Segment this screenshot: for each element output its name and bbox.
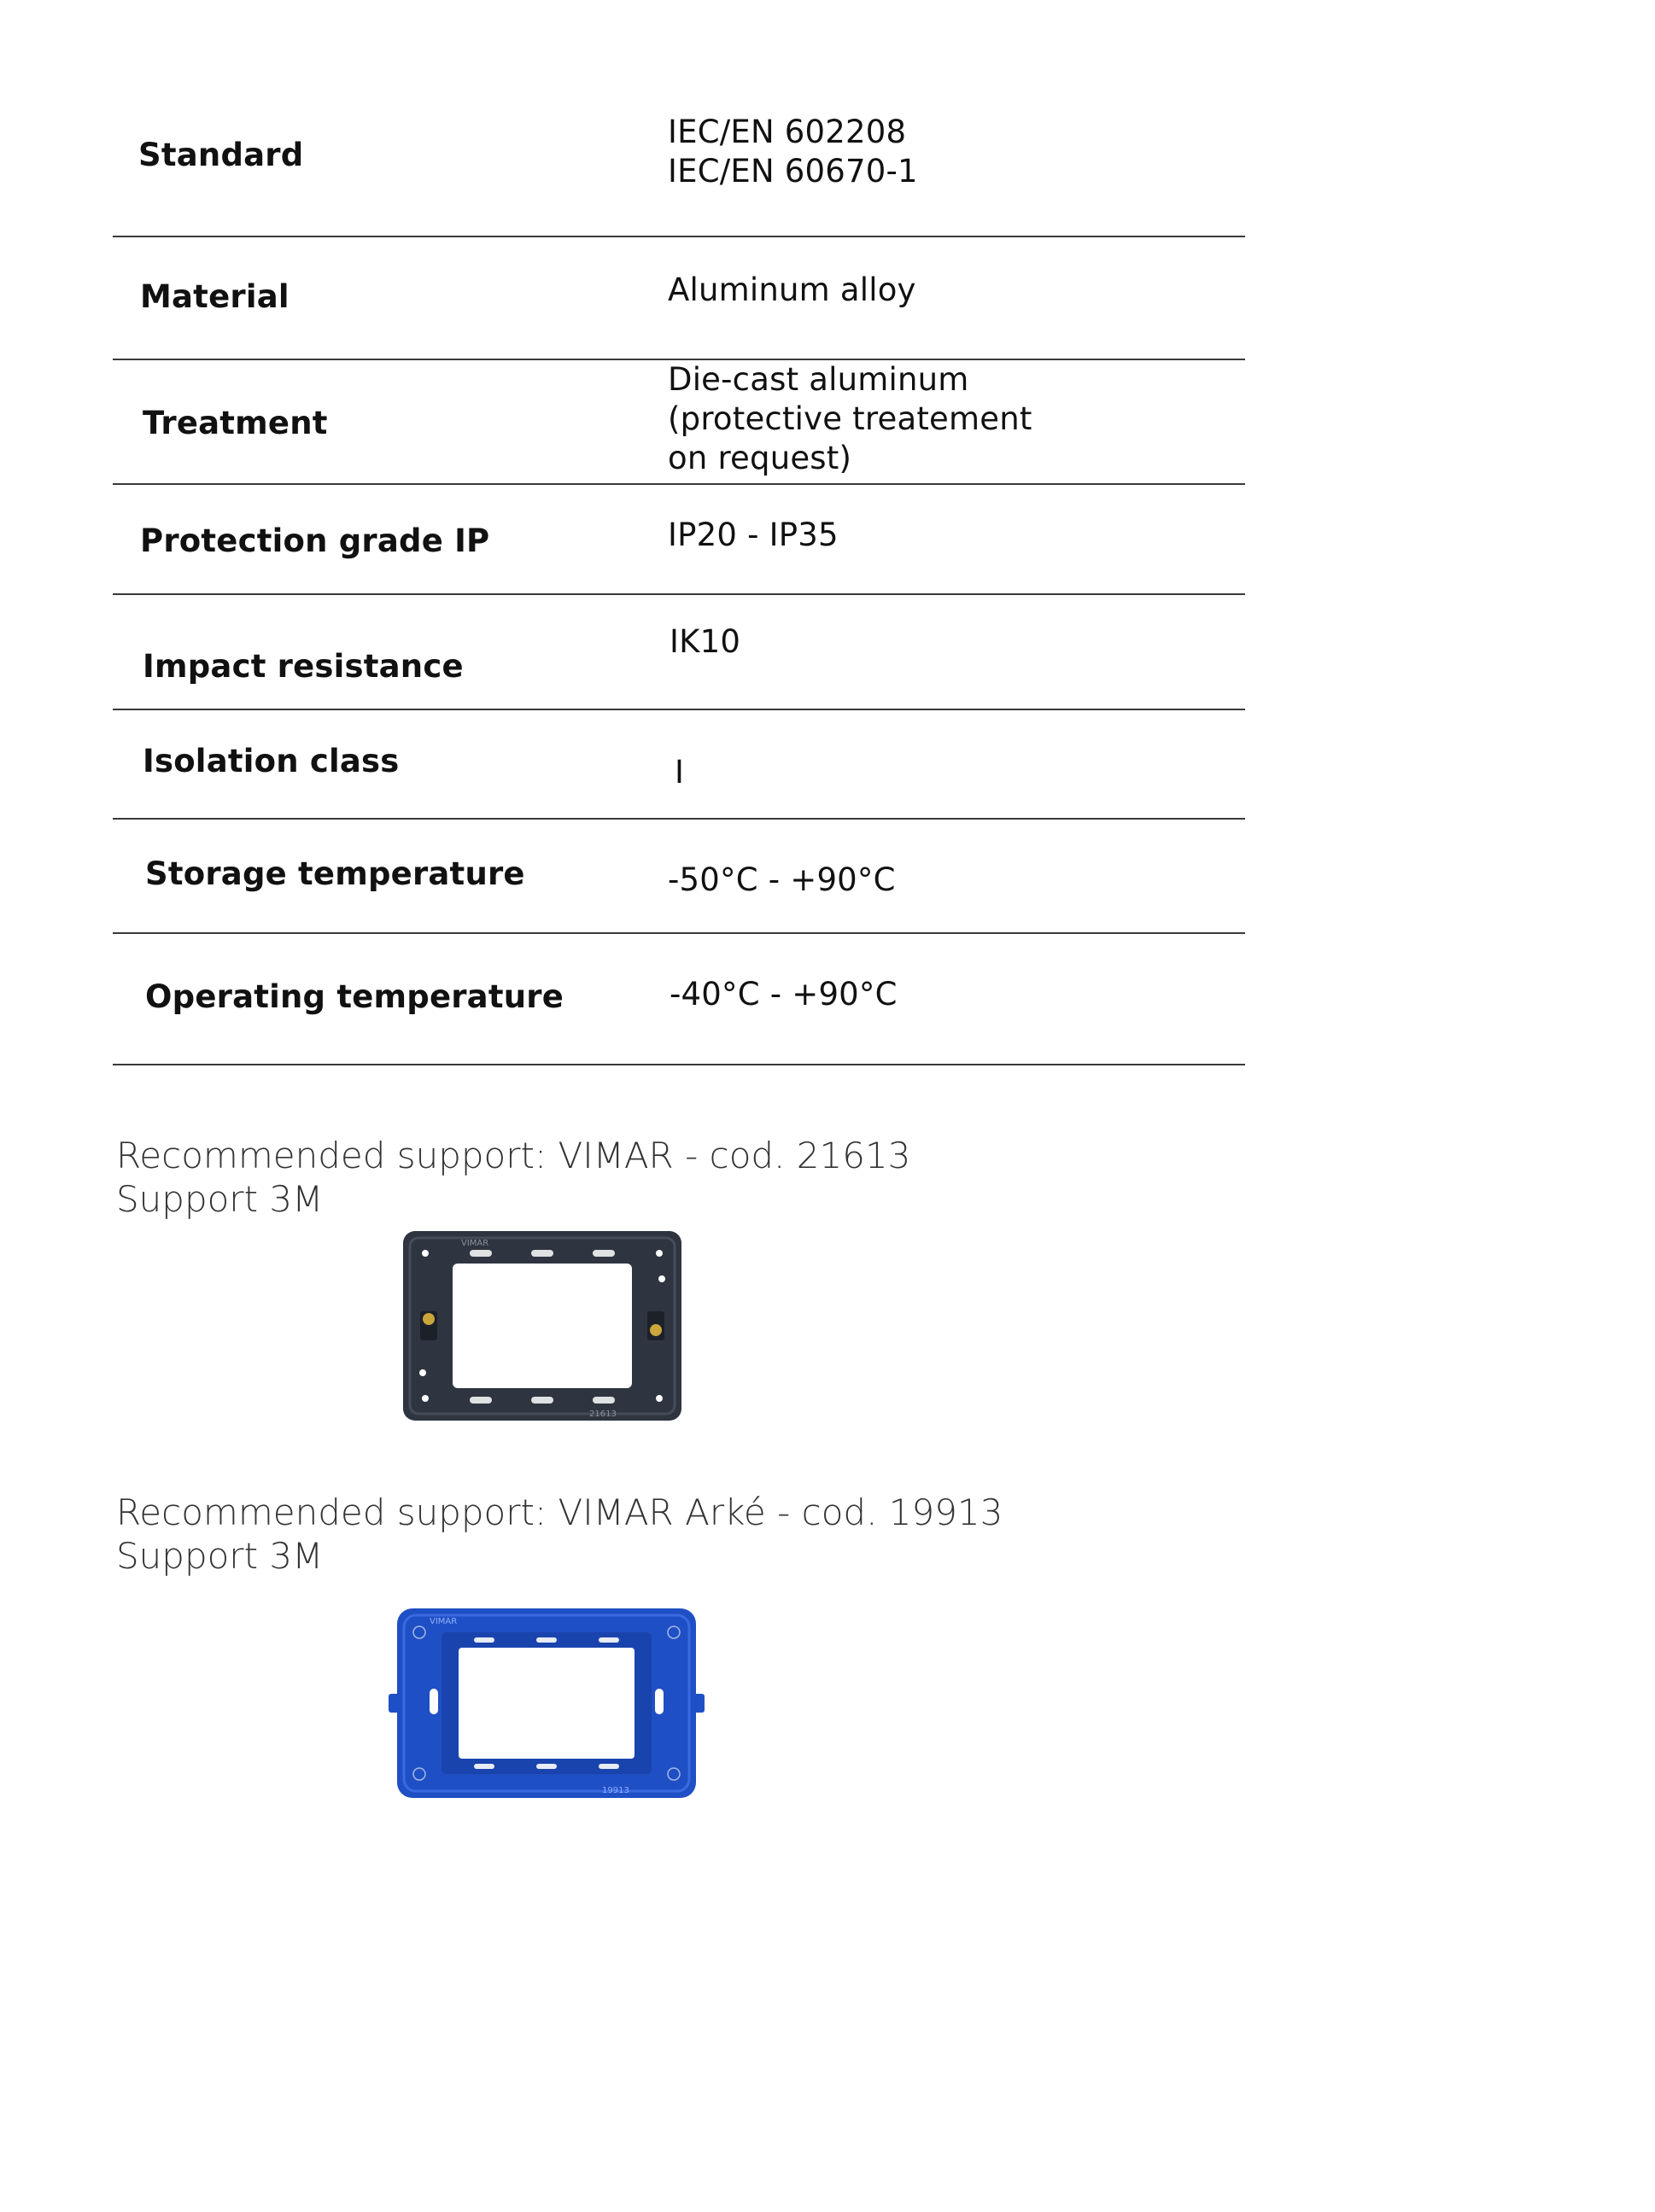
spec-row-protection-grade	[113, 485, 1245, 595]
spec-value: IK10	[670, 623, 741, 660]
support-subtitle: Support 3M	[116, 1178, 324, 1220]
support-caption	[116, 1134, 910, 1221]
frame-brand-text: VIMAR	[461, 1239, 489, 1248]
support-subtitle: Support 3M	[116, 1535, 324, 1577]
spec-row-isolation-class	[113, 710, 1245, 820]
spec-label: Material	[140, 278, 289, 315]
spec-label: Protection grade IP	[140, 522, 490, 559]
frame-brand-text: VIMAR	[430, 1617, 458, 1626]
frame-code-text: 19913	[602, 1786, 629, 1795]
spec-value: -50°C - +90°C	[668, 861, 896, 898]
support-caption	[116, 1491, 1003, 1578]
frame-opening	[459, 1648, 635, 1759]
spec-label: Impact resistance	[143, 648, 464, 685]
spec-row-treatment	[113, 360, 1245, 485]
vimar-21613-support-image	[401, 1229, 683, 1422]
spec-label: Storage temperature	[145, 855, 525, 892]
frame-opening	[453, 1264, 632, 1388]
vimar-arke-19913-support-image	[389, 1607, 705, 1800]
spec-label: Isolation class	[143, 743, 400, 779]
frame-code-text: 21613	[589, 1409, 617, 1419]
spec-value: IEC/EN 602208 IEC/EN 60670-1	[668, 114, 918, 190]
spec-label: Standard	[138, 137, 304, 173]
spec-label: Treatment	[143, 405, 328, 441]
spec-row-storage-temperature	[113, 820, 1245, 934]
spec-value: -40°C - +90°C	[670, 976, 898, 1013]
spec-value: Aluminum alloy	[668, 271, 916, 308]
spec-value: I	[675, 754, 685, 791]
spec-row-material	[113, 237, 1245, 360]
support-title: Recommended support: VIMAR Arké - cod. 19913	[116, 1491, 1003, 1533]
spec-row-impact-resistance	[113, 595, 1245, 710]
spec-row-operating-temperature	[113, 934, 1245, 1065]
support-title: Recommended support: VIMAR - cod. 21613	[116, 1135, 911, 1176]
spec-label: Operating temperature	[145, 978, 564, 1015]
spec-value: IP20 - IP35	[668, 517, 839, 553]
spec-value: Die-cast aluminum (protective treatement on request)	[668, 361, 1032, 476]
spec-row-standard	[113, 111, 1245, 237]
